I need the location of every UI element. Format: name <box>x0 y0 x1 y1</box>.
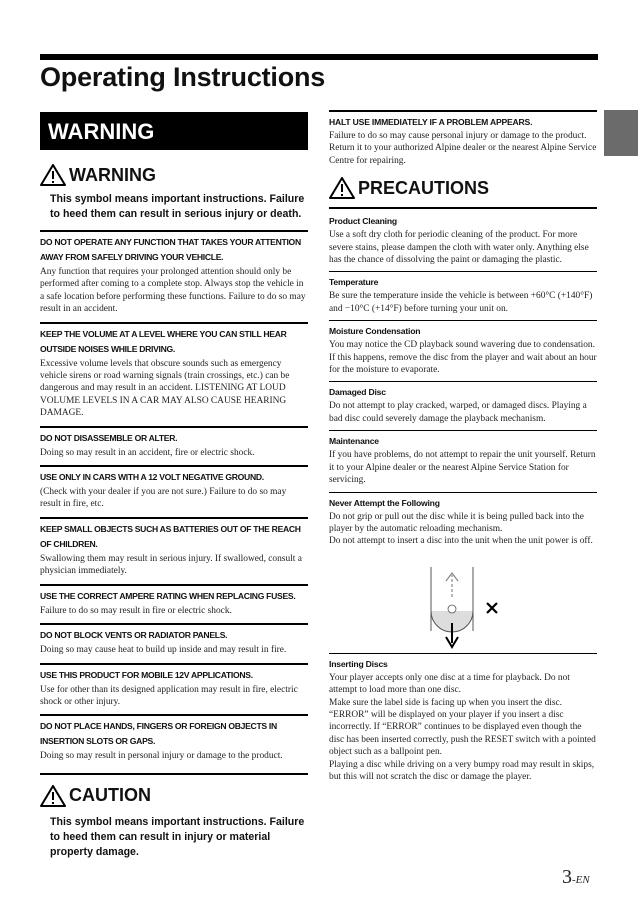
warning-list <box>40 230 308 769</box>
section-tab <box>604 110 638 156</box>
warning-item <box>40 663 308 715</box>
precautions-triangle-icon <box>329 177 355 199</box>
warning-item-body: Any function that requires your prolonged attention should only be performed after coming to a complete stop. Always stop the vehicle in a safe location before performing these functions. Failure to do so may result in an accident. <box>40 267 306 315</box>
precaution-item-body: Be sure the temperature inside the vehicle is between +60°C (+140°F) and −10°C (+14°F) before turning your unit on. <box>329 291 593 314</box>
warning-description: This symbol means important instructions. Failure to heed them can result in serious injury or death. <box>50 193 305 220</box>
precautions-rule <box>329 207 597 209</box>
warning-item-heading: DO NOT DISASSEMBLE OR ALTER. <box>40 432 178 443</box>
precaution-item-heading: Never Attempt the Following <box>329 497 440 508</box>
precaution-item-body: If you have problems, do not attempt to repair the unit yourself. Return it to your Alpine dealer or the nearest Alpine Service Station for servicing. <box>329 450 596 486</box>
page-number-digit: 3 <box>562 866 572 888</box>
warning-item-heading: USE ONLY IN CARS WITH A 12 VOLT NEGATIVE GROUND. <box>40 472 264 483</box>
precautions-title: PRECAUTIONS <box>358 177 490 198</box>
warning-item <box>40 584 308 623</box>
precaution-item-heading: Moisture Condensation <box>329 326 421 337</box>
warning-title: WARNING <box>69 164 156 185</box>
precaution-item <box>329 430 597 491</box>
warning-item-heading: DO NOT OPERATE ANY FUNCTION THAT TAKES YOUR ATTENTION AWAY FROM SAFELY DRIVING YOUR VEHICLE. <box>40 237 301 262</box>
warning-item-body: Failure to do so may result in fire or electric shock. <box>40 605 232 616</box>
precaution-item-heading: Temperature <box>329 277 379 288</box>
warning-item-body: Excessive volume levels that obscure sounds such as emergency vehicle sirens or road warning signals (train crossings, etc.) can be dangerous and may result in an accident. LISTENING AT LOUD VOLUME LEVELS IN A CAR MAY ALSO CAUSE HEARING DAMAGE. <box>40 358 290 419</box>
precaution-item-heading: Product Cleaning <box>329 216 397 227</box>
precaution-item <box>329 271 597 320</box>
warning-item-body: Swallowing them may result in serious injury. If swallowed, consult a physician immediately. <box>40 553 302 577</box>
warning-item <box>40 465 308 517</box>
warning-item <box>40 230 308 322</box>
right-column <box>329 110 597 783</box>
precaution-item <box>329 381 597 430</box>
warning-item-body: Use for other than its designed application may result in fire, electric shock or other injury. <box>40 684 298 707</box>
left-column <box>40 110 308 860</box>
warning-item-body: (Check with your dealer if you are not sure.) Failure to do so may result in fire, etc. <box>40 487 287 510</box>
precaution-item <box>329 211 597 271</box>
page-number-suffix: -EN <box>572 874 590 886</box>
warning-item-heading: DO NOT PLACE HANDS, FINGERS OR FOREIGN OBJECTS IN INSERTION SLOTS OR GAPS. <box>40 721 277 747</box>
caution-rule <box>40 773 308 775</box>
warning-item <box>40 714 308 768</box>
precaution-item-body: Use a soft dry cloth for periodic cleaning of the product. For more severe stains, please dampen the cloth with water only. Anything else has the chance of dissolving the paint or damaging the plastic. <box>329 230 589 266</box>
warning-item <box>40 426 308 465</box>
page-title: Operating Instructions <box>40 62 326 92</box>
precaution-item <box>329 320 597 381</box>
halt-heading: HALT USE IMMEDIATELY IF A PROBLEM APPEARS. <box>329 117 533 127</box>
warning-item <box>40 623 308 662</box>
inserting-body: Your player accepts only one disc at a time for playback. Do not attempt to load more than one disc. Make sure the label side is facing up when you insert the disc. “ERROR” will be displayed on your player if you insert a disc incorrectly. If “ERROR” continues to be displayed even though the disc has been inserted correctly, push the RESET switch with a pointed object such as a ballpoint pen. Playing a disc while driving on a very bumpy road may result in skips, but this will not scratch the disc or damage the player. <box>329 672 596 782</box>
warning-item-heading: DO NOT BLOCK VENTS OR RADIATOR PANELS. <box>40 630 228 641</box>
caution-triangle-icon <box>40 785 66 807</box>
precaution-item <box>329 492 597 553</box>
warning-item-body: Doing so may result in personal injury or damage to the product. <box>40 751 283 762</box>
warning-item-body: Doing so may cause heat to build up inside and may result in fire. <box>40 645 287 656</box>
warning-item <box>40 322 308 426</box>
precaution-item-body: Do not attempt to play cracked, warped, or damaged discs. Playing a bad disc could severely damage the playback mechanism. <box>329 401 587 424</box>
inserting-heading: Inserting Discs <box>329 658 388 669</box>
precaution-item-heading: Damaged Disc <box>329 387 386 398</box>
caution-description: This symbol means important instructions. Failure to heed them can result in injury or material property damage. <box>50 815 305 858</box>
warning-item-heading: USE THE CORRECT AMPERE RATING WHEN REPLACING FUSES. <box>40 590 296 601</box>
precaution-list <box>329 211 597 553</box>
halt-body: Failure to do so may cause personal injury or damage to the product. Return it to your authorized Alpine dealer or the nearest Alpine Service Centre for repairing. <box>329 131 597 166</box>
warning-item-body: Doing so may result in an accident, fire or electric shock. <box>40 447 255 458</box>
caution-heading <box>40 785 308 807</box>
precaution-item-heading: Maintenance <box>329 436 379 447</box>
warning-banner: WARNING <box>40 112 308 150</box>
top-rule <box>40 54 598 60</box>
precaution-item-body: You may notice the CD playback sound wavering due to condensation. If this happens, remove the disc from the player and wait about an hour for the moisture to evaporate. <box>329 340 597 376</box>
precautions-heading <box>329 177 597 199</box>
warning-item-heading: KEEP SMALL OBJECTS SUCH AS BATTERIES OUT OF THE REACH OF CHILDREN. <box>40 523 301 549</box>
warning-item-heading: KEEP THE VOLUME AT A LEVEL WHERE YOU CAN STILL HEAR OUTSIDE NOISES WHILE DRIVING. <box>40 328 287 354</box>
precaution-item-body: Do not grip or pull out the disc while it is being pulled back into the player by the automatic reloading mechanism. Do not attempt to insert a disc into the unit when the unit power is off. <box>329 511 593 547</box>
warning-item <box>40 517 308 584</box>
warning-item-heading: USE THIS PRODUCT FOR MOBILE 12V APPLICATIONS. <box>40 669 253 680</box>
warning-triangle-icon <box>40 164 66 186</box>
page-number <box>562 866 590 889</box>
caution-title: CAUTION <box>69 785 151 806</box>
disc-illustration <box>329 553 597 653</box>
warning-heading <box>40 164 308 186</box>
disc-insert-illustration <box>417 561 527 653</box>
